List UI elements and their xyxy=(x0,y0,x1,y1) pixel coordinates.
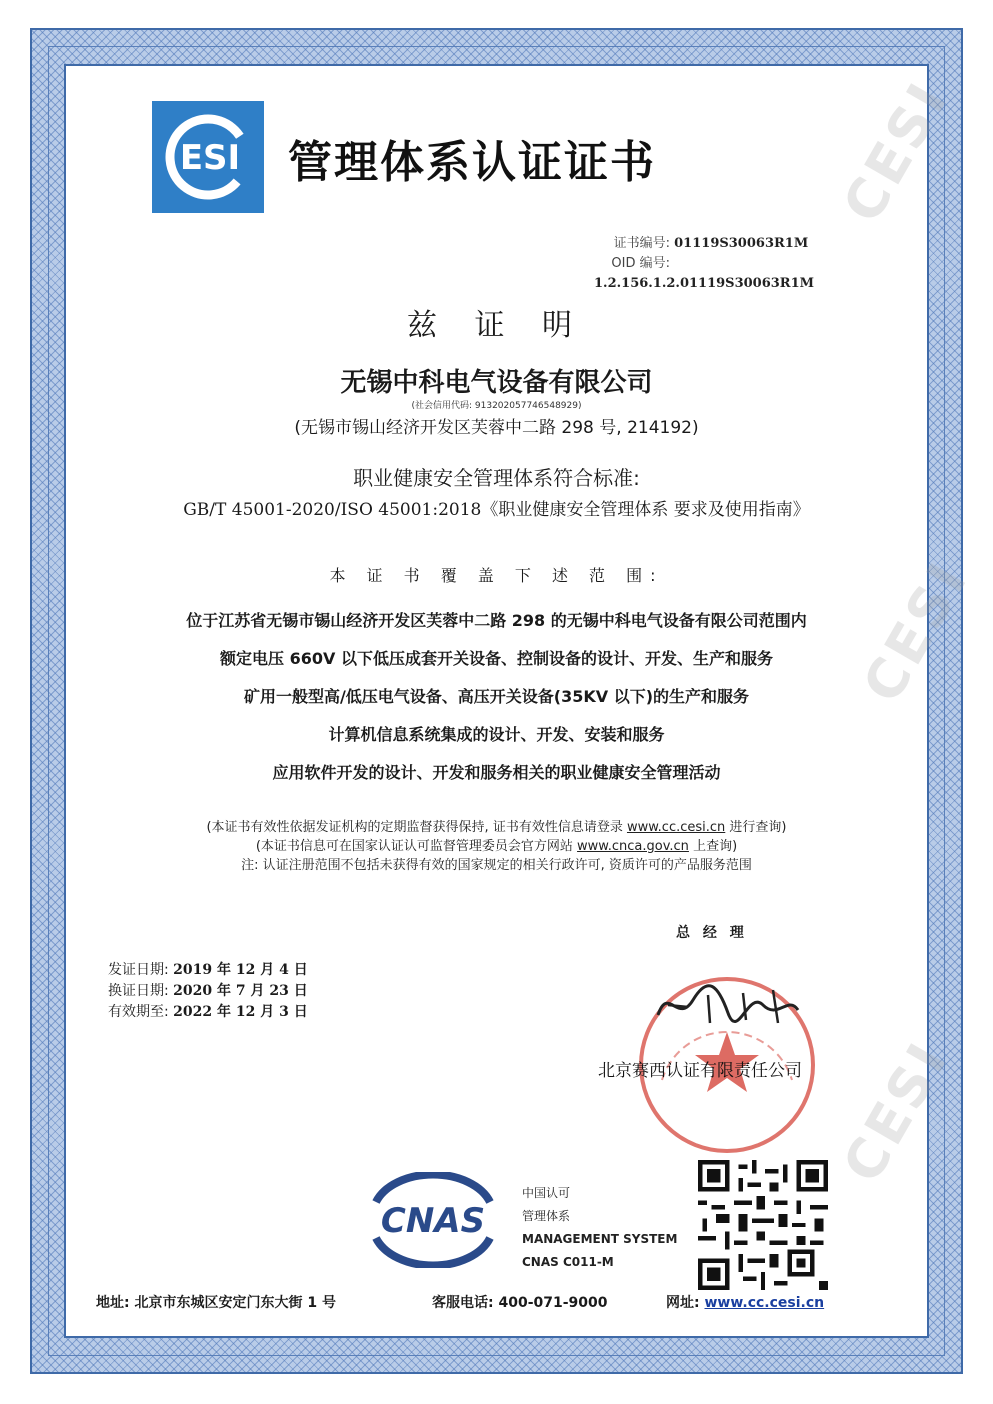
standard-label: 职业健康安全管理体系符合标准: xyxy=(353,466,640,490)
scope-line: 位于江苏省无锡市锡山经济开发区芙蓉中二路 298 的无锡中科电气设备有限公司范围内 xyxy=(186,611,807,630)
cesi-link[interactable]: www.cc.cesi.cn xyxy=(626,820,726,835)
expire-date-label: 有效期至: xyxy=(108,1004,169,1020)
scope-line: 计算机信息系统集成的设计、开发、安装和服务 xyxy=(328,725,665,744)
note-text: (本证书信息可在国家认证认可监督管理委员会官方网站 xyxy=(255,839,573,854)
company-address: (无锡市锡山经济开发区芙蓉中二路 298 号, 214192) xyxy=(294,418,699,438)
note-text: 上查询) xyxy=(693,839,738,854)
cesi-logo xyxy=(152,101,264,213)
cnas-cn2: 管理体系 xyxy=(522,1209,571,1223)
scope-line: 应用软件开发的设计、开发和服务相关的职业健康安全管理活动 xyxy=(272,763,721,782)
note-text: 注: 认证注册范围不包括未获得有效的国家规定的相关行政许可, 资质许可的产品服务范围 xyxy=(241,858,752,873)
validity-notes xyxy=(70,818,923,875)
oid-label: OID 编号: xyxy=(611,256,670,271)
signatory-role: 总 经 理 xyxy=(676,925,748,941)
cnas-en2: CNAS C011-M xyxy=(522,1255,614,1269)
renew-date-label: 换证日期: xyxy=(108,983,169,999)
phone-value: 400-071-9000 xyxy=(498,1295,608,1311)
qr-code-icon[interactable] xyxy=(698,1160,828,1290)
issue-date: 2019 年 12 月 4 日 xyxy=(173,962,308,978)
renew-date: 2020 年 7 月 23 日 xyxy=(173,983,308,999)
footer-address xyxy=(96,1292,336,1312)
cnas-label xyxy=(522,1182,677,1274)
signature-icon xyxy=(648,975,808,1035)
cnca-link[interactable]: www.cnca.gov.cn xyxy=(577,839,689,854)
issuer-name: 北京赛西认证有限责任公司 xyxy=(598,1061,802,1081)
scope-label: 本 证 书 覆 盖 下 述 范 围: xyxy=(329,566,664,585)
certificate-dates xyxy=(108,960,308,1023)
cert-no: 01119S30063R1M xyxy=(674,236,809,251)
cnas-en1: MANAGEMENT SYSTEM xyxy=(522,1232,678,1246)
footer-phone xyxy=(432,1292,608,1312)
cert-no-label: 证书编号: xyxy=(613,236,670,251)
expire-date: 2022 年 12 月 3 日 xyxy=(173,1004,308,1020)
note-text: 进行查询) xyxy=(729,820,787,835)
cnas-logo xyxy=(356,1172,510,1268)
oid-no: 1.2.156.1.2.01119S30063R1M xyxy=(594,276,815,291)
certificate-title: 管理体系认证证书 xyxy=(288,137,656,188)
website-link[interactable]: www.cc.cesi.cn xyxy=(704,1295,825,1311)
address-value: 北京市东城区安定门东大街 1 号 xyxy=(134,1295,336,1311)
watermark: CESI xyxy=(830,70,961,233)
phone-label: 客服电话: xyxy=(432,1295,494,1311)
certificate-numbers xyxy=(594,234,894,294)
address-label: 地址: xyxy=(96,1295,130,1311)
scope-line: 矿用一般型高/低压电气设备、高压开关设备(35KV 以下)的生产和服务 xyxy=(243,687,750,706)
logo-text: ESI xyxy=(179,138,241,178)
cnas-logo-text: CNAS xyxy=(380,1201,486,1241)
credit-code: (社会信用代码: 91320205774654892​9) xyxy=(411,401,582,411)
website-label: 网址: xyxy=(666,1295,700,1311)
watermark: CESI xyxy=(850,550,981,713)
cnas-cn1: 中国认可 xyxy=(522,1186,571,1200)
issue-date-label: 发证日期: xyxy=(108,962,169,978)
certify-heading: 兹 证 明 xyxy=(406,308,587,343)
watermark: CESI xyxy=(830,1030,961,1193)
footer-website xyxy=(666,1292,824,1312)
scope-line: 额定电压 660V 以下低压成套开关设备、控制设备的设计、开发、生产和服务 xyxy=(220,649,773,668)
note-text: (本证书有效性依据发证机构的定期监督获得保持, 证书有效性信息请登录 xyxy=(206,820,623,835)
standard-text: GB/T 45001-2020/ISO 45001:2018《职业健康安全管理体系 要求及使用指南》 xyxy=(183,500,810,520)
company-name: 无锡中科电气设备有限公司 xyxy=(340,368,653,398)
